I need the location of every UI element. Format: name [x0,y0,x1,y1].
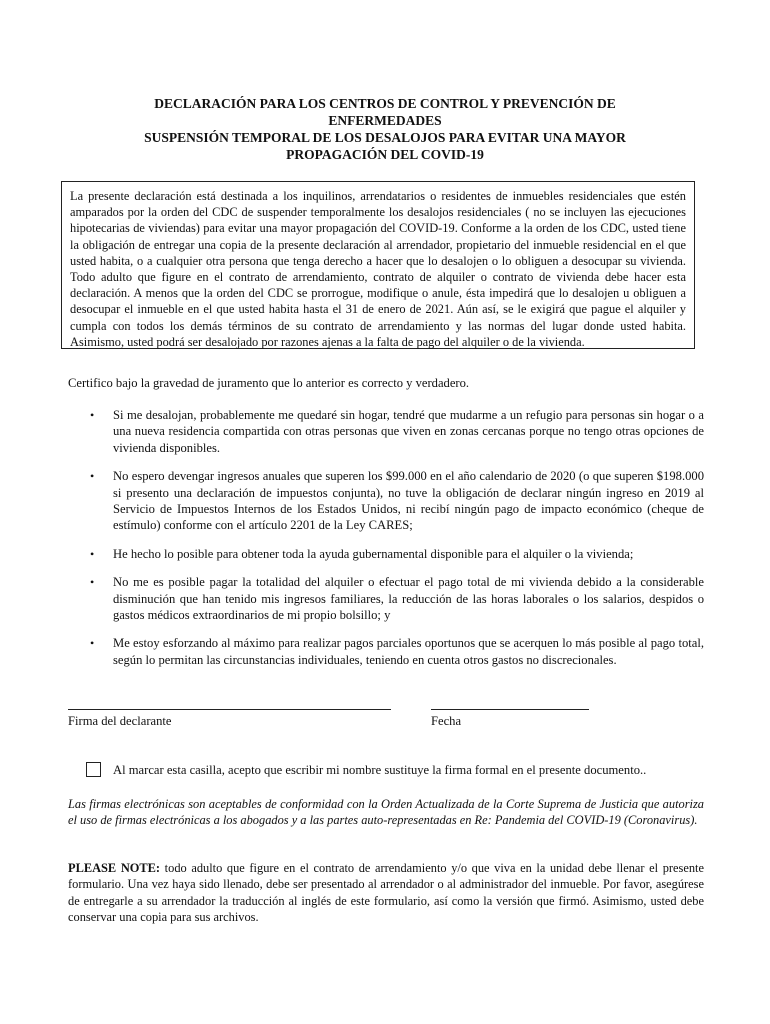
title-line-4: PROPAGACIÓN DEL COVID-19 [286,147,484,162]
date-label: Fecha [431,714,462,728]
list-item [68,468,704,534]
declaration-list [68,407,704,680]
please-note [68,860,704,926]
list-item [68,574,704,623]
checkbox-label: Al marcar esta casilla, acepto que escribir mi nombre sustituye la firma formal en el presente documento.. [113,763,647,777]
title-line-1: DECLARACIÓN PARA LOS CENTROS DE CONTROL Y PREVENCIÓN DE [154,96,616,111]
list-item [68,407,704,456]
list-item [68,635,704,668]
list-item-text: Me estoy esforzando al máximo para realizar pagos parciales oportunos que se acerquen lo más posible al pago total, según lo permitan las circunstancias individuales, teniendo en cuenta otros gastos no discrecionales. [113,636,704,667]
list-item [68,546,704,562]
list-item-text: No espero devengar ingresos anuales que superen los $99.000 en el año calendario de 2020 (o que superen $198.000 si presento una declaración de impuestos conjunta), no tuve la obligación de declarar ningún ingreso en 2019 al Servicio de Impuestos Internos de los Estados Unidos, ni recibí ningún pago de impacto económico (cheque de estímulo) conforme con el artículo 2201 de la Ley CARES; [113,469,704,533]
list-item-text: Si me desalojan, probablemente me quedaré sin hogar, tendré que mudarme a un refugio para personas sin hogar o a una nueva residencia compartida con otras personas que viven en zonas cercanas porque no tengo otras opciones de vivienda disponibles. [113,408,704,455]
date-line[interactable] [431,709,589,710]
bullet-icon: • [90,636,95,651]
signature-line[interactable] [68,709,391,710]
list-item-text: No me es posible pagar la totalidad del alquiler o efectuar el pago total de mi vivienda debido a la considerable disminución que han tenido mis ingresos familiares, la reducción de las horas laborales o los salarios, despidos o gastos médicos extraordinarios de mi propio bolsillo; y [113,575,704,623]
title-line-2: ENFERMEDADES [328,113,442,128]
notice-box: La presente declaración está destinada a los inquilinos, arrendatarios o residentes de inmuebles residenciales que estén amparados por la orden del CDC de suspender temporalmente los desalojos residenciales ( no se incluyen las ejecuciones hipotecarias de viviendas) para evitar una mayor propagación del COVID-19. Conforme a la orden de los CDC, usted tiene la obligación de entregar una copia de la presente declaración al arrendador, propietario del inmueble residencial en el que usted habita, o a cualquier otra persona que tenga derecho a hacer que lo desalojen o lo obliguen a desocupar su vivienda. Todo adulto que figure en el contrato de arrendamiento, contrato de alquiler o contrato de vivienda debe hacer esta declaración. A menos que la orden del CDC se prorrogue, modifique o anule, ésta impedirá que lo desalojen u obliguen a desocupar el inmueble en el que usted habita hasta el 31 de enero de 2021. Aún así, se le exigirá que pague el alquiler y cumpla con todos los demás términos de su contrato de arrendamiento y las normas del lugar donde usted habita. Asimismo, usted podrá ser desalojado por razones ajenas a la falta de pago del alquiler o de la vivienda. [61,181,695,349]
certification-statement: Certifico bajo la gravedad de juramento que lo anterior es correcto y verdadero. [68,376,470,390]
document-title [90,95,680,163]
signature-consent-checkbox[interactable] [86,762,101,777]
please-note-lead: PLEASE NOTE: [68,861,161,875]
bullet-icon: • [90,575,95,590]
bullet-icon: • [90,408,95,422]
title-line-3: SUSPENSIÓN TEMPORAL DE LOS DESALOJOS PARA EVITAR UNA MAYOR [144,130,626,145]
please-note-text: todo adulto que figure en el contrato de arrendamiento y/o que viva en la unidad debe llenar el presente formulario. Una vez haya sido llenado, debe ser presentado al arrendador o al administrador del inmueble. Por favor, asegúrese de entregarle a su arrendador la traducción al inglés de este formulario, así como la versión que firmó. Asimismo, usted debe conservar una copia para sus archivos. [68,861,704,925]
signature-label: Firma del declarante [68,714,172,728]
bullet-icon: • [90,546,95,561]
electronic-signature-note: Las firmas electrónicas son aceptables de conformidad con la Orden Actualizada de la Corte Suprema de Justicia que autoriza el uso de firmas electrónicas a los abogados y a las partes auto-representadas en Re: Pandemia del COVID-19 (Coronavirus). [68,797,704,827]
bullet-icon: • [90,469,95,484]
list-item-text: He hecho lo posible para obtener toda la ayuda gubernamental disponible para el alquiler o la vivienda; [113,546,634,561]
